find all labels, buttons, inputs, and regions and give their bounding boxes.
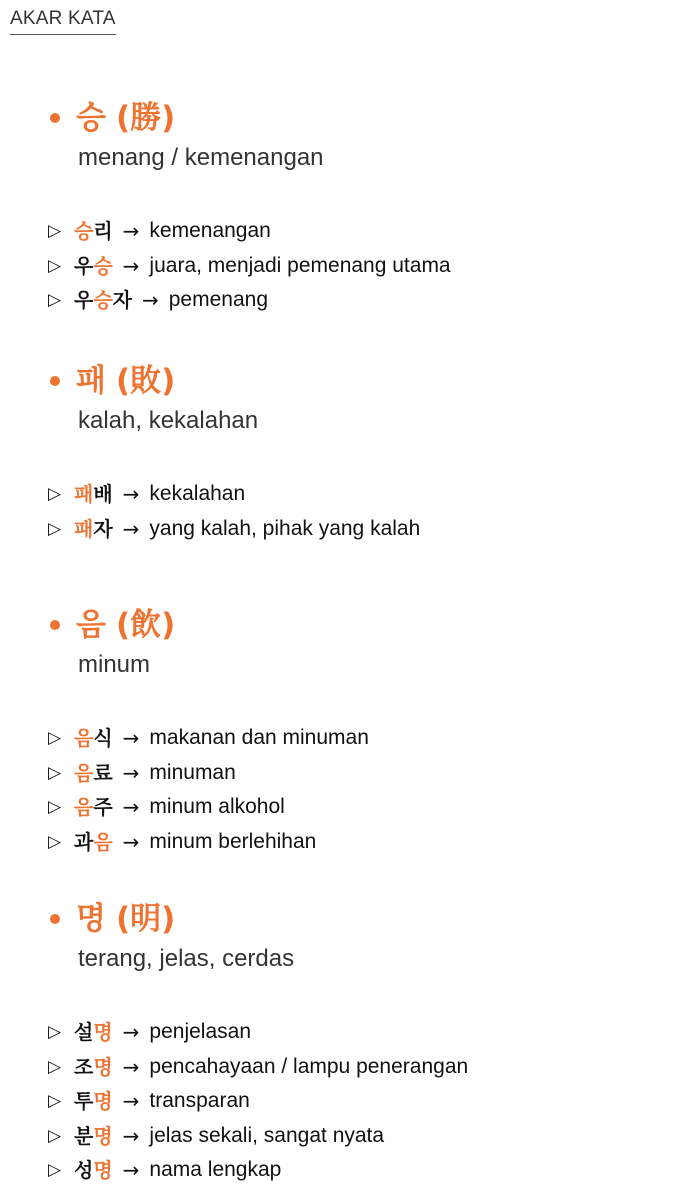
word-syllable: 리 [93, 219, 113, 243]
word-translation: yang kalah, pihak yang kalah [149, 516, 421, 540]
derived-word-list [48, 477, 688, 546]
word-syllable: 주 [93, 795, 113, 819]
triangle-right-icon: ▷ [48, 1125, 62, 1146]
root-hanja: (飲) [115, 607, 176, 643]
bullet-dot-icon [50, 620, 60, 630]
word-translation: pemenang [168, 288, 268, 311]
root-syllable: 승 [76, 100, 106, 136]
derived-word-item [48, 756, 688, 791]
word-syllable: 우 [74, 253, 94, 278]
root-syllable-highlight: 음 [74, 726, 94, 750]
triangle-right-icon: ▷ [48, 518, 62, 539]
root-syllable-highlight: 음 [93, 829, 113, 854]
triangle-right-icon: ▷ [48, 1091, 62, 1111]
root-syllable-highlight: 명 [93, 1123, 113, 1148]
root-meaning: minum [78, 651, 151, 678]
arrow-right-icon: → [122, 1089, 140, 1113]
arrow-right-icon: → [122, 760, 140, 785]
derived-word-item [48, 477, 688, 512]
root-heading [48, 899, 688, 939]
triangle-right-icon: ▷ [48, 797, 62, 817]
word-translation: minum alkohol [149, 795, 285, 818]
word-translation: transparan [149, 1089, 250, 1112]
root-section [48, 605, 688, 681]
root-syllable-highlight: 승 [93, 253, 113, 278]
triangle-right-icon: ▷ [48, 1022, 62, 1042]
arrow-right-icon: → [122, 253, 140, 278]
arrow-right-icon: → [122, 1123, 140, 1148]
root-hanja: (明) [115, 901, 176, 937]
derived-word-item [48, 1015, 688, 1050]
derived-word-item [48, 721, 688, 756]
korean-word [74, 721, 113, 756]
korean-word [74, 1084, 113, 1119]
triangle-right-icon: ▷ [48, 762, 62, 783]
root-heading [48, 605, 688, 645]
korean-word [74, 1153, 113, 1188]
root-syllable-highlight: 음 [74, 795, 94, 819]
root-syllable-highlight: 패 [74, 516, 94, 541]
derived-word-item [48, 512, 688, 547]
word-translation: makanan dan minuman [149, 726, 369, 749]
derived-word-item [48, 1084, 688, 1119]
root-meaning: terang, jelas, cerdas [78, 945, 295, 972]
root-syllable-highlight: 승 [74, 219, 94, 243]
korean-word [74, 477, 113, 512]
derived-word-item [48, 283, 688, 318]
derived-word-item [48, 790, 688, 825]
triangle-right-icon: ▷ [48, 290, 62, 310]
korean-word [74, 1119, 113, 1154]
root-hanja: (敗) [115, 363, 176, 399]
derived-word-list [48, 1015, 688, 1188]
root-syllable: 패 [76, 363, 106, 399]
root-heading [48, 98, 688, 138]
root-syllable-highlight: 음 [74, 760, 94, 785]
word-syllable: 배 [93, 482, 113, 506]
arrow-right-icon: → [122, 482, 140, 506]
korean-word [74, 283, 132, 318]
derived-word-item [48, 1153, 688, 1188]
korean-word [74, 214, 113, 249]
root-syllable-highlight: 패 [74, 482, 94, 506]
arrow-right-icon: → [122, 795, 140, 819]
arrow-right-icon: → [122, 726, 140, 750]
derived-word-list [48, 214, 688, 318]
root-syllable-highlight: 명 [93, 1158, 113, 1182]
korean-word [74, 1050, 113, 1085]
triangle-right-icon: ▷ [48, 221, 62, 241]
triangle-right-icon: ▷ [48, 831, 62, 852]
word-syllable: 자 [93, 516, 113, 541]
korean-word [74, 249, 113, 284]
arrow-right-icon: → [122, 829, 140, 854]
root-syllable-highlight: 명 [93, 1054, 113, 1079]
arrow-right-icon: → [141, 288, 159, 312]
root-section [48, 361, 688, 437]
word-syllable: 과 [74, 829, 94, 854]
korean-word [74, 1015, 113, 1050]
triangle-right-icon: ▷ [48, 255, 62, 276]
word-translation: kekalahan [149, 482, 246, 505]
word-translation: jelas sekali, sangat nyata [149, 1123, 385, 1147]
root-syllable: 음 [76, 607, 106, 643]
root-meaning: menang / kemenangan [78, 144, 324, 171]
triangle-right-icon: ▷ [48, 728, 62, 748]
arrow-right-icon: → [122, 516, 140, 541]
word-translation: minum berlehihan [149, 829, 317, 853]
root-meaning: kalah, kekalahan [78, 407, 259, 434]
bullet-dot-icon [50, 113, 60, 123]
root-hanja: (勝) [115, 100, 176, 136]
korean-word [74, 756, 113, 791]
root-heading [48, 361, 688, 401]
word-syllable: 자 [112, 288, 132, 312]
derived-word-list [48, 721, 688, 859]
korean-word [74, 825, 113, 860]
root-section [48, 899, 688, 975]
derived-word-item [48, 249, 688, 284]
arrow-right-icon: → [122, 1054, 140, 1079]
word-translation: minuman [149, 760, 236, 784]
root-syllable-highlight: 명 [93, 1020, 113, 1044]
triangle-right-icon: ▷ [48, 1056, 62, 1077]
korean-word [74, 512, 113, 547]
word-syllable: 성 [74, 1158, 94, 1182]
word-syllable: 분 [74, 1123, 94, 1148]
bullet-dot-icon [50, 914, 60, 924]
derived-word-item [48, 214, 688, 249]
derived-word-item [48, 1119, 688, 1154]
page-title: AKAR KATA [10, 8, 116, 35]
word-translation: penjelasan [149, 1020, 252, 1043]
root-syllable-highlight: 명 [93, 1089, 113, 1113]
word-syllable: 조 [74, 1054, 94, 1079]
word-syllable: 투 [74, 1089, 94, 1113]
arrow-right-icon: → [122, 219, 140, 243]
word-syllable: 식 [93, 726, 113, 750]
bullet-dot-icon [50, 376, 60, 386]
arrow-right-icon: → [122, 1020, 140, 1044]
derived-word-item [48, 1050, 688, 1085]
word-translation: nama lengkap [149, 1158, 282, 1181]
word-translation: pencahayaan / lampu penerangan [149, 1054, 469, 1078]
root-syllable: 명 [76, 901, 106, 937]
triangle-right-icon: ▷ [48, 484, 62, 504]
root-section [48, 98, 688, 174]
korean-word [74, 790, 113, 825]
word-syllable: 설 [74, 1020, 94, 1044]
word-translation: kemenangan [149, 219, 271, 242]
derived-word-item [48, 825, 688, 860]
triangle-right-icon: ▷ [48, 1160, 62, 1180]
word-syllable: 우 [74, 288, 94, 312]
root-syllable-highlight: 승 [93, 288, 113, 312]
word-syllable: 료 [93, 760, 113, 785]
arrow-right-icon: → [122, 1158, 140, 1182]
word-translation: juara, menjadi pemenang utama [149, 253, 451, 277]
